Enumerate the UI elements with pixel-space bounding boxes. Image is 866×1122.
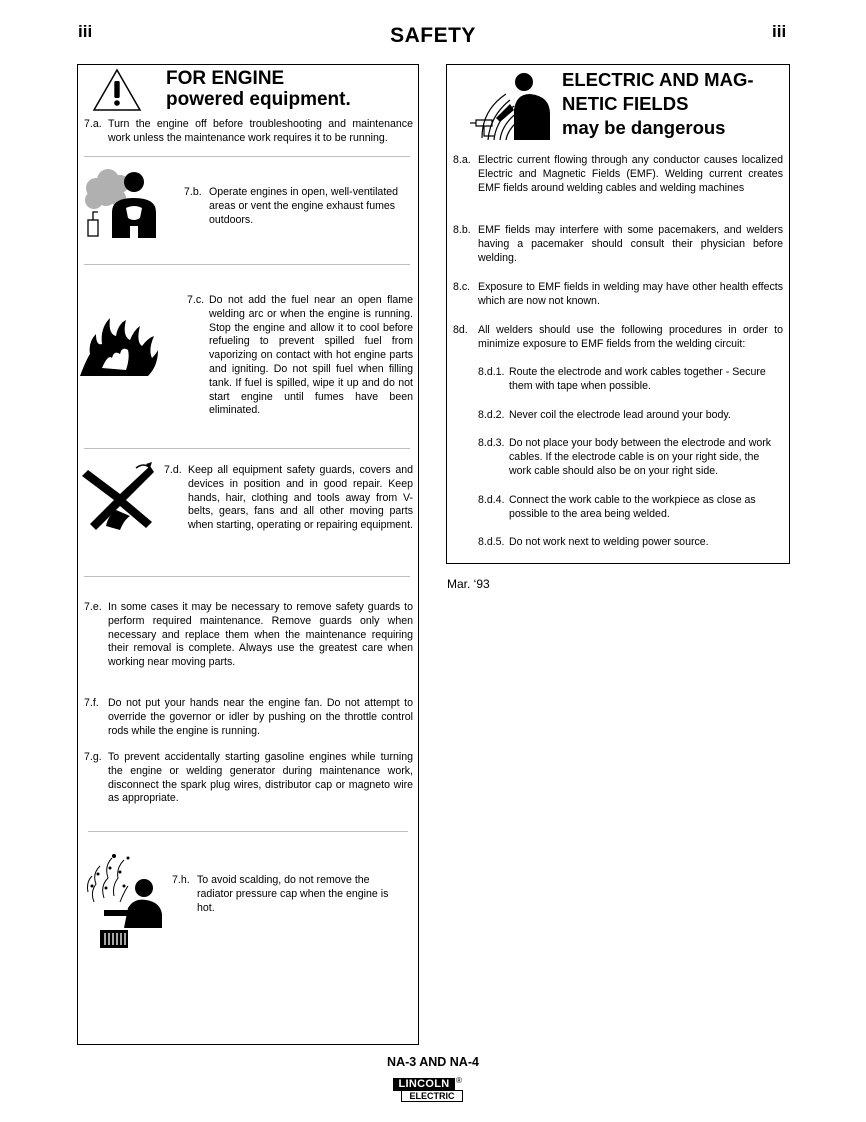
item-number: 8.d.1. — [478, 366, 505, 378]
item-8d5 — [478, 536, 783, 550]
fumes-hazard-icon — [82, 168, 162, 240]
logo-top-text: LINCOLN — [393, 1078, 455, 1091]
item-number: 7.b. — [184, 186, 202, 198]
divider — [84, 448, 410, 449]
item-text: To avoid scalding, do not remove the radiator pressure cap when the engine is hot. — [197, 874, 389, 914]
item-text: Turn the engine off before troubleshooting and maintenance work unless the maintenance work requires it to be running. — [108, 118, 413, 144]
revision-date: Mar. ‘93 — [447, 577, 490, 591]
model-name: NA-3 AND NA-4 — [387, 1055, 479, 1069]
item-number: 8d. — [453, 324, 468, 336]
item-8d1 — [478, 366, 783, 394]
item-number: 7.d. — [164, 464, 182, 476]
item-text: Do not add the fuel near an open flame welding arc or when the engine is running. Stop the engine and allow it to cool before refueling to prevent spilled fuel from vaporizing on contact with hot engine parts and igniting. Do not spill fuel when filling tank. If fuel is spilled, wipe it up and do not start engine until fumes have been eliminated. — [209, 294, 413, 417]
item-text: Route the electrode and work cables together - Secure them with tape when possible. — [509, 366, 766, 392]
logo-bottom-text: ELECTRIC — [401, 1090, 463, 1102]
item-number: 8.b. — [453, 224, 471, 236]
item-text: Do not work next to welding power source. — [509, 536, 709, 548]
item-text: In some cases it may be necessary to remove safety guards to perform required maintenance. Remove guards only when necessary and replace them when the maintenance requiring their removal is complete. Always use the greatest care when working near moving parts. — [108, 601, 413, 669]
item-text: EMF fields may interfere with some pacemakers, and welders having a pacemaker should consult their physician before welding. — [478, 224, 783, 264]
item-text: Connect the work cable to the workpiece as close as possible to the area being welded. — [509, 494, 756, 520]
item-number: 7.a. — [84, 118, 102, 130]
lincoln-electric-logo — [393, 1078, 464, 1104]
item-text: To prevent accidentally starting gasoline engines while turning the engine or welding generator during maintenance work, disconnect the spark plug wires, distributor cap or magneto wire as appropriate. — [108, 751, 413, 805]
page-number-left: iii — [78, 22, 93, 41]
item-number: 8.d.5. — [478, 536, 505, 548]
divider — [84, 576, 410, 577]
divider — [84, 264, 410, 265]
item-number: 8.a. — [453, 154, 471, 166]
engine-heading-line2: powered equipment. — [166, 89, 351, 110]
item-7b — [184, 186, 413, 227]
emf-heading-line1: ELECTRIC AND MAG- — [562, 69, 754, 90]
item-7f — [84, 697, 413, 738]
item-number: 7.c. — [187, 294, 205, 306]
item-8c — [453, 281, 783, 309]
divider — [84, 156, 410, 157]
item-8d2 — [478, 409, 783, 423]
item-7g — [84, 751, 413, 806]
item-number: 7.f. — [84, 697, 99, 709]
flame-hazard-icon — [78, 314, 160, 378]
divider — [88, 831, 408, 832]
item-text: Exposure to EMF fields in welding may have other health effects which are now not known. — [478, 281, 783, 307]
item-number: 7.h. — [172, 874, 190, 886]
item-number: 8.d.2. — [478, 409, 505, 421]
item-text: Do not put your hands near the engine fan. Do not attempt to override the governor or idler by pushing on the throttle control rods while the engine is running. — [108, 697, 413, 737]
item-8a — [453, 154, 783, 195]
engine-heading-line1: FOR ENGINE — [166, 68, 285, 89]
item-number: 8.d.4. — [478, 494, 505, 506]
item-7e — [84, 601, 413, 670]
item-7h — [172, 874, 402, 915]
scalding-hazard-icon — [84, 852, 166, 950]
item-8d — [453, 324, 783, 352]
emf-heading-line2: NETIC FIELDS — [562, 93, 689, 114]
item-7c — [187, 294, 413, 418]
item-number: 8.c. — [453, 281, 471, 293]
page-number-right: iii — [772, 22, 787, 41]
moving-parts-hazard-icon — [80, 460, 160, 532]
item-number: 7.e. — [84, 601, 102, 613]
warning-triangle-icon — [92, 68, 142, 112]
item-text: Do not place your body between the electrode and work cables. If the electrode cable is on your right side, the work cable should also be on your right side. — [509, 437, 772, 477]
logo-registered-mark: ® — [456, 1076, 462, 1085]
emf-heading-line3: may be dangerous — [562, 117, 726, 138]
item-number: 7.g. — [84, 751, 102, 763]
welder-emf-icon — [466, 70, 556, 144]
item-7d — [164, 464, 413, 533]
item-text: Keep all equipment safety guards, covers and devices in position and in good repair. Keep hands, hair, clothing and tools away from V-belts, gears, fans and all other moving parts when starting, operating or repairing equipment. — [188, 464, 413, 532]
item-7a — [84, 118, 413, 146]
item-text: Electric current flowing through any conductor causes localized Electric and Magnetic Fields (EMF). Welding current creates EMF fields around welding cables and welding machines — [478, 154, 783, 194]
item-8d3 — [478, 437, 783, 478]
item-text: All welders should use the following procedures in order to minimize exposure to EMF fields from the welding circuit: — [478, 324, 783, 350]
item-number: 8.d.3. — [478, 437, 505, 449]
item-8d4 — [478, 494, 783, 522]
page-title: SAFETY — [390, 24, 476, 47]
item-text: Never coil the electrode lead around your body. — [509, 409, 731, 421]
item-8b — [453, 224, 783, 265]
item-text: Operate engines in open, well-ventilated areas or vent the engine exhaust fumes outdoors. — [209, 186, 399, 226]
